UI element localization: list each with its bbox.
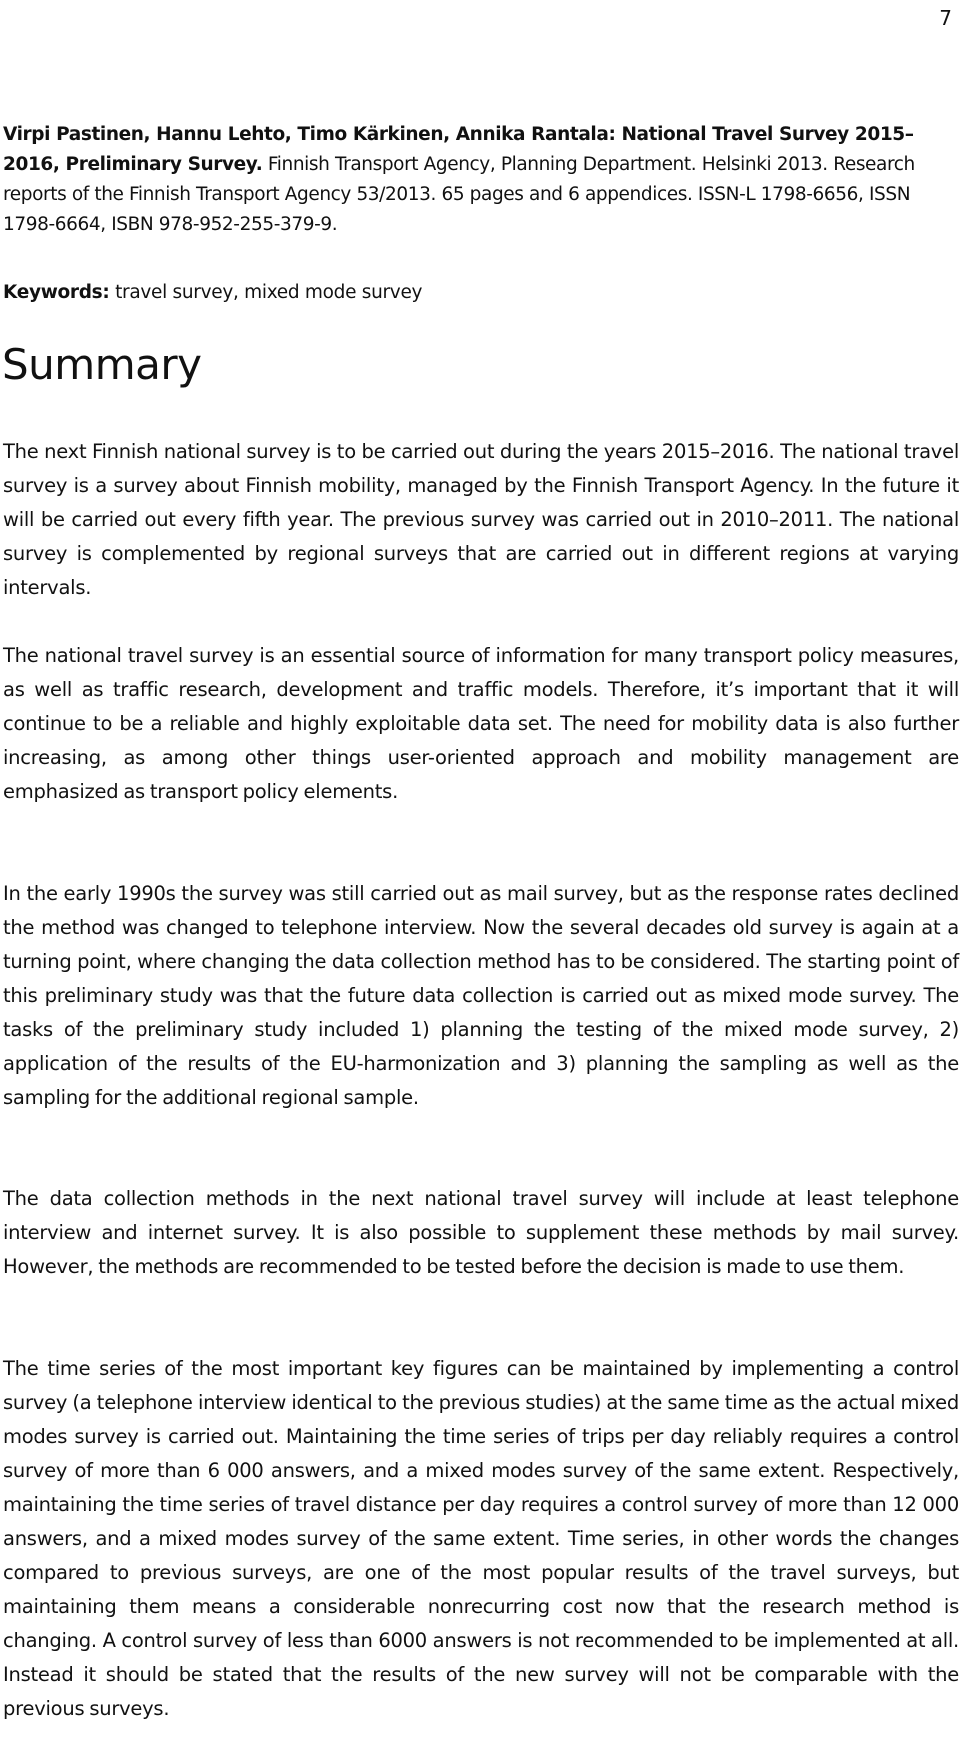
summary-heading: Summary xyxy=(2,340,202,389)
citation xyxy=(3,120,960,240)
summary-paragraph: The next Finnish national survey is to be carried out during the years 2015–2016. The national travel survey is a survey about Finnish mobility, managed by the Finnish Transport Agency. In the future it will be carried out every fifth year. The previous survey was carried out in 2010–2011. The national survey is complemented by regional surveys that are carried out in different regions at varying intervals. xyxy=(3,440,959,599)
citation-authors-title: Virpi Pastinen, Hannu Lehto, Timo Kärkinen, Annika Rantala: National Travel Survey 2015–2016, Preliminary Survey. xyxy=(3,124,914,175)
citation-publication: Finnish Transport Agency, Planning Department. Helsinki 2013. Research reports of the Finnish Transport Agency 53/2013. 65 pages and 6 appendices. ISSN-L 1798-6656, ISSN 1798-6664, ISBN 978-952-255-379-9. xyxy=(3,154,915,235)
summary-paragraph: The data collection methods in the next national travel survey will include at least telephone interview and internet survey. It is also possible to supplement these methods by mail survey. However, the methods are recommended to be tested before the decision is made to use them. xyxy=(3,1187,959,1278)
summary-paragraph: The national travel survey is an essential source of information for many transport policy measures, as well as traffic research, development and traffic models. Therefore, it’s important that it will continue to be a reliable and highly exploitable data set. The need for mobility data is also further increasing, as among other things user-oriented approach and mobility management are emphasized as transport policy elements. xyxy=(3,644,959,803)
keywords-label: Keywords: xyxy=(3,282,110,303)
summary-paragraph: In the early 1990s the survey was still carried out as mail survey, but as the response rates declined the method was changed to telephone interview. Now the several decades old survey is again at a turning point, where changing the data collection method has to be considered. The starting point of this preliminary study was that the future data collection is carried out as mixed mode survey. The tasks of the preliminary study included 1) planning the testing of the mixed mode survey, 2) application of the results of the EU-harmonization and 3) planning the sampling as well as the sampling for the additional regional sample. xyxy=(3,882,959,1109)
keywords xyxy=(3,278,422,308)
page-number: 7 xyxy=(939,6,952,30)
keywords-value: travel survey, mixed mode survey xyxy=(109,282,423,303)
summary-paragraph: The time series of the most important key figures can be maintained by implementing a control survey (a telephone interview identical to the previous studies) at the same time as the actual mixed modes survey is carried out. Maintaining the time series of trips per day reliably requires a control survey of more than 6 000 answers, and a mixed modes survey of the same extent. Respectively, maintaining the time series of travel distance per day requires a control survey of more than 12 000 answers, and a mixed modes survey of the same extent. Time series, in other words the changes compared to previous surveys, are one of the most popular results of the travel surveys, but maintaining them means a considerable nonrecurring cost now that the research method is changing. A control survey of less than 6000 answers is not recommended to be implemented at all. Instead it should be stated that the results of the new survey will not be comparable with the previous surveys. xyxy=(3,1357,959,1720)
